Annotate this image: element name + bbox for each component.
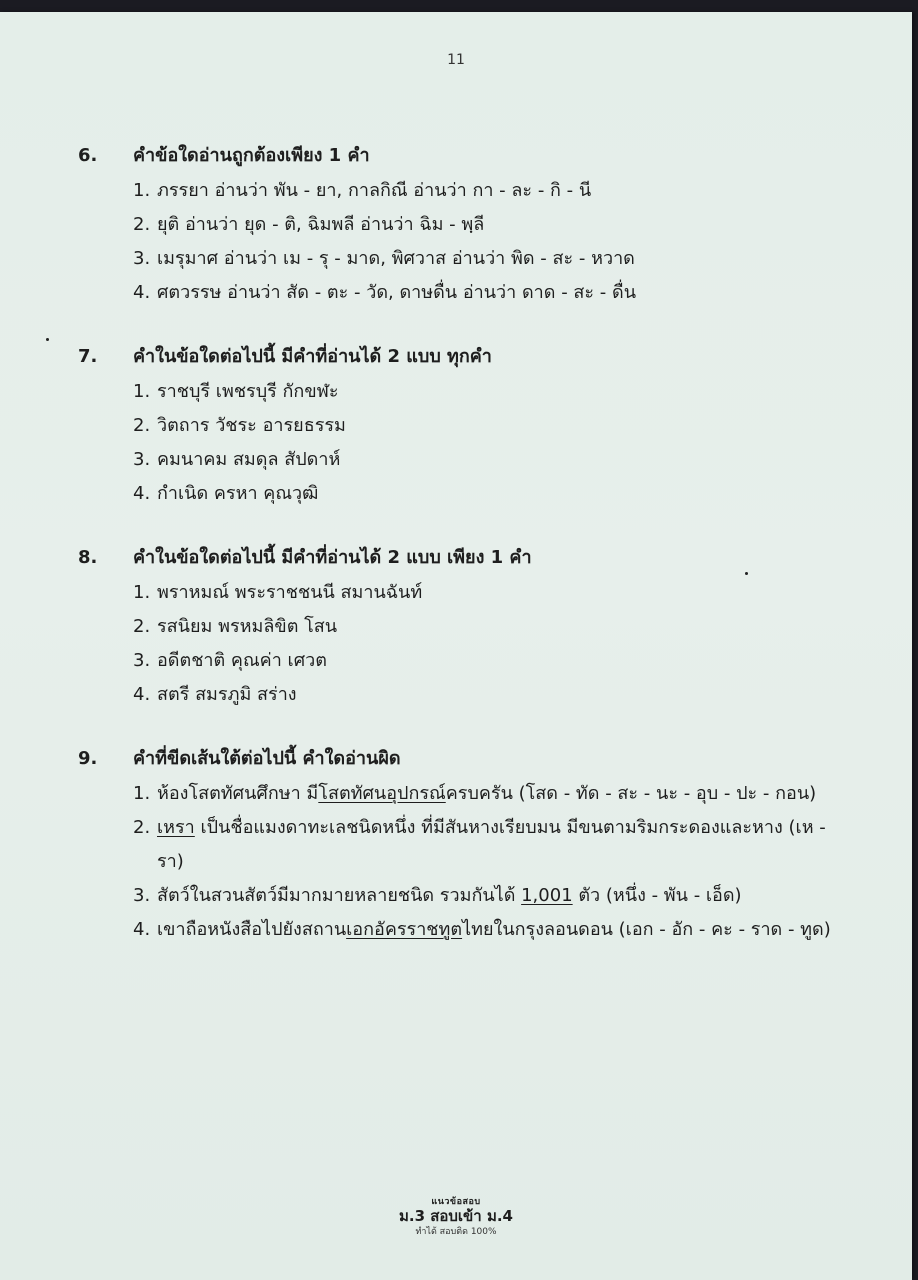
choice-number: 4. xyxy=(133,919,151,940)
choice-text: กำเนิด ครหา คุณวุฒิ xyxy=(157,483,319,504)
choice-number: 3. xyxy=(133,248,151,269)
underlined-word: 1,001 xyxy=(521,885,573,906)
footer-line-3: ทำได้ สอบติด 100% xyxy=(415,1227,497,1237)
choice-text: เมรุมาศ อ่านว่า เม - รุ - มาด, พิศวาส อ่านว่า พิด - สะ - หวาด xyxy=(157,248,635,269)
question-7 xyxy=(78,343,838,511)
choice-text xyxy=(157,811,838,879)
choice-text-before: สัตว์ในสวนสัตว์มีมากมายหลายชนิด รวมกันได้ xyxy=(157,885,522,906)
choice-text xyxy=(157,913,838,947)
underlined-word: เหรา xyxy=(157,817,195,838)
choice-item xyxy=(133,879,838,913)
choice-number: 4. xyxy=(133,282,151,303)
choice-text-before: ห้องโสตทัศนศึกษา มี xyxy=(157,783,319,804)
choice-text: ภรรยา อ่านว่า พัน - ยา, กาลกิณี อ่านว่า กา - ละ - กิ - นี xyxy=(157,180,592,201)
choice-text xyxy=(157,879,838,913)
choice-number: 2. xyxy=(133,214,151,235)
choice-item xyxy=(133,678,838,712)
footer-line-2: ม.3 สอบเข้า ม.4 xyxy=(399,1207,513,1225)
choice-list xyxy=(133,375,838,511)
choice-text: วิตถาร วัชระ อารยธรรม xyxy=(157,415,346,436)
choice-list xyxy=(133,777,838,947)
exam-page xyxy=(0,12,912,1280)
choice-number: 1. xyxy=(133,180,151,201)
choice-text: ศตวรรษ อ่านว่า สัด - ตะ - วัด, ดาษดื่น อ่านว่า ดาด - สะ - ดื่น xyxy=(157,282,637,303)
question-number: 6. xyxy=(78,145,98,166)
choice-number: 3. xyxy=(133,650,151,671)
choice-text-after: เป็นชื่อแมงดาทะเลชนิดหนึ่ง ที่มีสันหางเรียบมน มีขนตามริมกระดองและหาง (เห - รา) xyxy=(157,817,826,872)
choice-item xyxy=(133,208,838,242)
choice-text: คมนาคม สมดุล สัปดาห์ xyxy=(157,449,341,470)
question-prompt: คำที่ขีดเส้นใต้ต่อไปนี้ คำใดอ่านผิด xyxy=(133,748,401,769)
choice-item xyxy=(133,242,838,276)
choice-text xyxy=(157,777,838,811)
question-number: 8. xyxy=(78,547,98,568)
underlined-word: เอกอัครราชทูต xyxy=(346,919,463,940)
choice-number: 3. xyxy=(133,449,151,470)
choice-number: 3. xyxy=(133,885,151,906)
page-number: 11 xyxy=(447,52,465,68)
question-list xyxy=(78,142,838,980)
choice-item xyxy=(133,375,838,409)
choice-item xyxy=(133,174,838,208)
footer-logo xyxy=(0,1194,912,1238)
stray-mark xyxy=(46,338,49,341)
stray-mark xyxy=(745,572,748,575)
choice-text: ยุติ อ่านว่า ยุด - ติ, ฉิมพลี อ่านว่า ฉิม - พฺลี xyxy=(157,214,485,235)
choice-text: ราชบุรี เพชรบุรี กักขฬะ xyxy=(157,381,339,402)
choice-item xyxy=(133,913,838,947)
choice-text: พราหมณ์ พระราชชนนี สมานฉันท์ xyxy=(157,582,423,603)
question-prompt: คำในข้อใดต่อไปนี้ มีคำที่อ่านได้ 2 แบบ เพียง 1 คำ xyxy=(133,547,532,568)
choice-item xyxy=(133,610,838,644)
choice-item xyxy=(133,644,838,678)
choice-number: 2. xyxy=(133,616,151,637)
question-prompt: คำข้อใดอ่านถูกต้องเพียง 1 คำ xyxy=(133,145,370,166)
choice-text: รสนิยม พรหมลิขิต โสน xyxy=(157,616,338,637)
choice-text-after: ตัว (หนึ่ง - พัน - เอ็ด) xyxy=(572,885,742,906)
question-number: 7. xyxy=(78,346,98,367)
choice-number: 2. xyxy=(133,415,151,436)
choice-item xyxy=(133,477,838,511)
choice-item xyxy=(133,409,838,443)
question-number: 9. xyxy=(78,748,98,769)
choice-text-after: ไทยในกรุงลอนดอน (เอก - อัก - คะ - ราด - ทูด) xyxy=(462,919,831,940)
choice-item xyxy=(133,443,838,477)
choice-item xyxy=(133,811,838,879)
choice-number: 1. xyxy=(133,381,151,402)
choice-number: 1. xyxy=(133,783,151,804)
question-9 xyxy=(78,745,838,947)
question-prompt: คำในข้อใดต่อไปนี้ มีคำที่อ่านได้ 2 แบบ ทุกคำ xyxy=(133,346,492,367)
footer-line-1: แนวข้อสอบ xyxy=(431,1197,481,1207)
choice-item xyxy=(133,777,838,811)
choice-item xyxy=(133,276,838,310)
choice-text: อดีตชาติ คุณค่า เศวต xyxy=(157,650,327,671)
choice-text-after: ครบครัน (โสด - ทัด - สะ - นะ - อุบ - ปะ - กอน) xyxy=(445,783,817,804)
question-6 xyxy=(78,142,838,310)
choice-item xyxy=(133,576,838,610)
underlined-word: โสตทัศนอุปกรณ์ xyxy=(318,783,446,804)
question-8 xyxy=(78,544,838,712)
choice-number: 4. xyxy=(133,684,151,705)
choice-list xyxy=(133,174,838,310)
choice-number: 1. xyxy=(133,582,151,603)
choice-number: 2. xyxy=(133,817,151,838)
choice-text: สตรี สมรภูมิ สร่าง xyxy=(157,684,297,705)
choice-list xyxy=(133,576,838,712)
choice-number: 4. xyxy=(133,483,151,504)
choice-text-before: เขาถือหนังสือไปยังสถาน xyxy=(157,919,347,940)
